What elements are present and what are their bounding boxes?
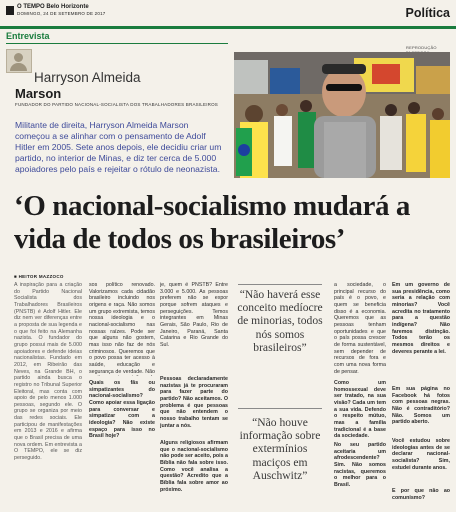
photo-credit: REPRODUÇÃO — [406, 45, 437, 50]
article-column-4-question-2: No seu partido aceitaria um afrodescendente? Sim. Não somos racistas, queremos o melhor para o Brasil. — [334, 442, 386, 488]
section-title: Política — [405, 6, 450, 20]
article-column-3: je, quem é PNSTB? Entre 3.000 e 5.000. As pessoas preferem não se expor porque sofrem ataques e perseguições. Temos integrantes em Minas Gerais, São Paulo, Rio de Janeiro, Paraná, Santa Catarina e Rio Grande do Sul. — [160, 282, 228, 348]
dateline: DOMINGO, 24 DE SETEMBRO DE 2017 — [17, 11, 106, 16]
article-column-2: sos político renovado. Valorizamos cada cidadão brasileiro incluindo nos origens e raça. Não somos um grupo extremista, temos nossa ideologia e o nacional-socialismo nas nossas raízes. Pode ser que alguns não gostem, mas isso não faz de nós criminosos. Queremos que o povo possa ter acesso à saúde, educação e segurança de verdade. Não — [89, 282, 155, 375]
pull-quote-rule-top — [238, 284, 322, 285]
article-column-5-question-2: Você estudou sobre ideologias antes de se declarar nacional-socialista? Sim, estudei durante anos. — [392, 438, 450, 471]
article-column-2-question: Quais os fãs ou simpatizantes do nacional-socialismo? Como apoiar essa ligação para conversar e simpatizar com a ideologia? Não existe espaço para isso no Brasil hoje? — [89, 380, 155, 440]
protest-photo-illustration — [234, 52, 450, 178]
article-byline: ■ HEITOR MAZZOCO — [14, 274, 64, 279]
interviewee-last-name: Marson — [15, 86, 62, 101]
article-column-5: Em um governo de sua presidência, como seria a relação com minorias? Você acredita no tratamento para a questão indígena? Não faremos distinção. Todos terão os mesmos direitos e deveres perante a lei. — [392, 282, 450, 355]
interviewee-caption: FUNDADOR DO PARTIDO NACIONAL-SOCIALISTA DOS TRABALHADORES BRASILEIROS — [15, 102, 219, 107]
pull-quote-1: “Não haverá esse conceito medíocre de minorias, todos nós somos brasileiros” — [237, 288, 323, 354]
article-column-4: a sociedade, o principal recurso do país é o povo, e quem se beneficia disso é a economia. Queremos que as pessoas tenham oportunidades e que o país possa crescer de forma sustentável, sem depender de recursos de fora e com uma nova forma de pensar. — [334, 282, 386, 375]
masthead: O TEMPO Belo Horizonte — [17, 4, 89, 10]
page-header — [0, 0, 456, 29]
kicker-divider — [6, 43, 228, 44]
portrait-shoulders-shape — [10, 63, 27, 71]
pull-quote-2: “Não houve informação sobre extermínios maciços em Auschwitz” — [239, 416, 321, 482]
interviewee-first-name: Harryson Almeida — [34, 70, 141, 85]
article-column-3-question: Pessoas declaradamente nazistas já te procuraram para fazer parte do partido? Não aceitamos. O problema é que pessoas que não entendem o nosso trabalho tentam se juntar a nós. — [160, 376, 228, 429]
article-column-5-question-3: E por que não ao comunismo? — [392, 488, 450, 501]
article-intro: Militante de direita, Harryson Almeida Marson começou a se alinhar com o pensamento de Adolf Hitler em 2005. Sete anos depois, ele decidiu criar um partido, no interior de Minas, e diz ter cerca de 5.000 apoiadores pelo país e rejeitar o rótulo de neonazista. — [15, 120, 222, 174]
pull-quote-rule-middle — [238, 408, 322, 409]
article-column-1: A inspiração para a criação do Partido Nacional Socialista dos Trabalhadores Brasileiros (PNSTB) é Adolf Hitler. Ele diz nem ver diferenças entre a proposta de sua legenda e o que foi feito na Alemanha nazista. O fundador do grupo possui mais de 5.000 apoiadores e defende ideias nacionalistas. Fundado em 2012, em Ribeirão das Neves, na Grande BH, o partido ainda busca o registro no Tribunal Superior Eleitoral, mas conta com apoio de pelo menos 1.000 pessoas, segundo ele. O grupo se organiza por meio das redes sociais. Ele participou de manifestações em 2013 e 2016 e afirma que o Brasil precisa de uma nova ordem. Em entrevista a O TEMPO, ele se diz perseguido. — [14, 282, 82, 462]
article-photo — [234, 52, 450, 178]
article-column-4-question: Como um homossexual deve ser tratado, na sua visão? Cada um tem a sua vida. Defendo o respeito mútuo, mas a família tradicional é a base da sociedade. — [334, 380, 386, 440]
newspaper-logo-icon — [6, 6, 14, 15]
article-column-5-question: Em sua página no Facebook há fotos com pessoas negras. Não é contraditório? Não. Somos um partido aberto. — [392, 386, 450, 426]
article-headline: ‘O nacional-socialismo mudará a vida de todos os brasileiros’ — [14, 190, 411, 255]
article-kicker: Entrevista — [6, 31, 50, 41]
article-column-3-question-2: Alguns religiosos afirmam que o nacional-socialismo não pode ser aceito, pois a Bíblia não fala sobre isso. Como você analisa a questão? Acredito que a Bíblia fala sobre amor ao próximo. — [160, 440, 228, 493]
portrait-head-shape — [14, 53, 23, 62]
page-bottom-edge — [0, 505, 456, 512]
portrait-icon — [6, 49, 32, 73]
